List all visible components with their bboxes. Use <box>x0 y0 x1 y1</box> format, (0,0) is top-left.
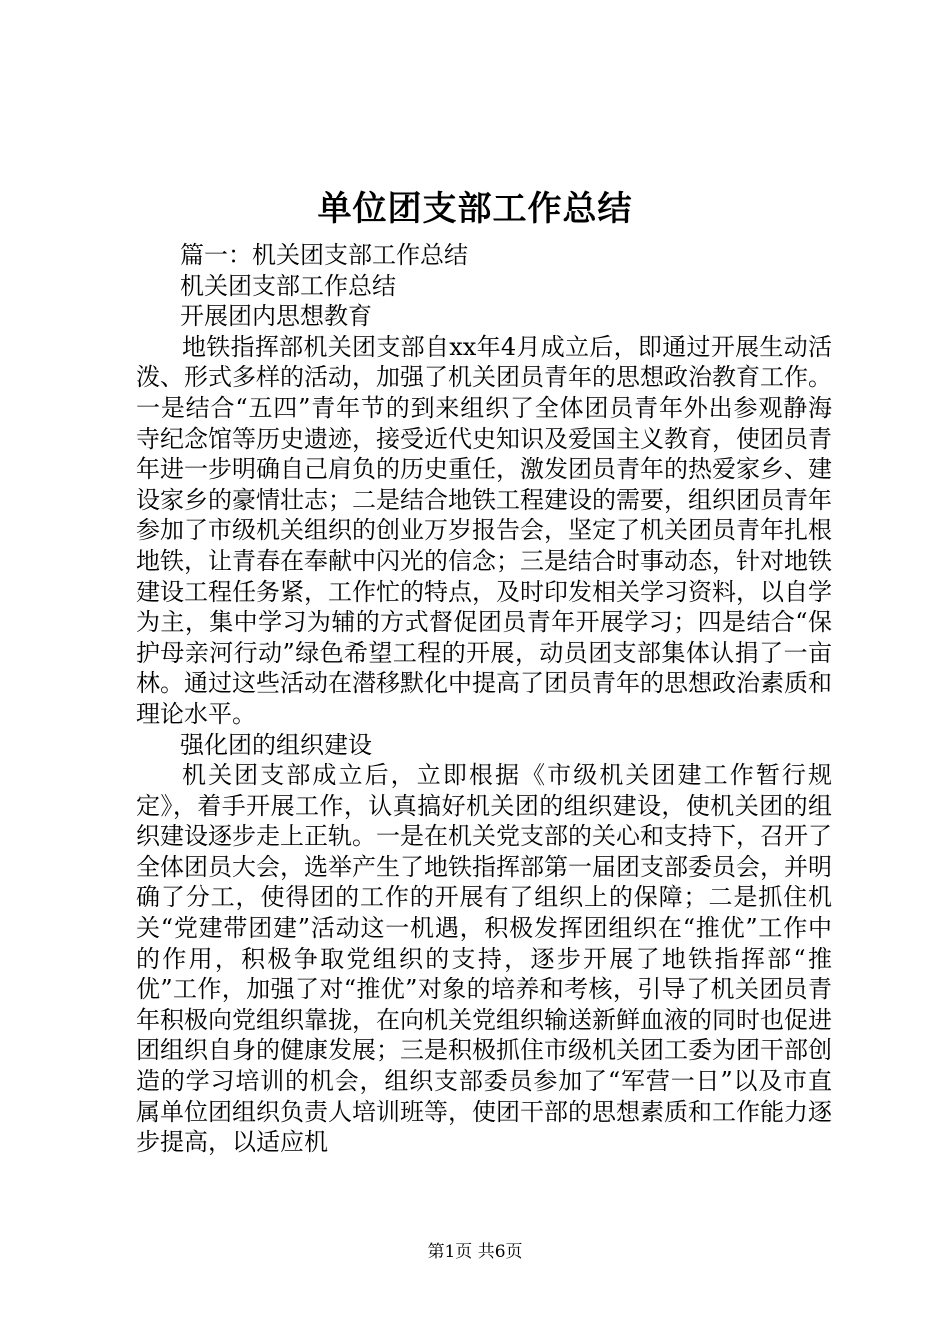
section-heading-3: 开展团内思想教育 <box>180 302 372 331</box>
section-heading-4: 强化团的组织建设 <box>180 730 372 759</box>
document-title: 单位团支部工作总结 <box>317 189 633 229</box>
body-paragraph-2: 机关团支部成立后，立即根据《市级机关团建工作暂行规定》，着手开展工作，认真搞好机关团的组织建设，使机关团的组织建设逐步走上正轨。一是在机关党支部的关心和支持下，召开了全体团员大会，选举产生了地铁指挥部第一届团支部委员会，并明确了分工，使得团的工作的开展有了组织上的保障；二是抓住机关“党建带团建”活动这一机遇，积极发挥团组织在“推优”工作中的作用，积极争取党组织的支持，逐步开展了地铁指挥部“推优”工作，加强了对“推优”对象的培养和考核，引导了机关团员青年积极向党组织靠拢，在向机关党组织输送新鲜血液的同时也促进团组织自身的健康发展；三是积极抓住市级机关团工委为团干部创造的学习培训的机会，组织支部委员参加了“军营一日”以及市直属单位团组织负责人培训班等，使团干部的思想素质和工作能力逐步提高，以适应机 <box>136 761 832 1157</box>
section-heading-1: 篇一：机关团支部工作总结 <box>180 241 468 269</box>
page-footer: 第1页 共6页 <box>427 1242 523 1262</box>
document-body <box>136 240 832 1158</box>
section-heading-2: 机关团支部工作总结 <box>180 271 396 300</box>
body-paragraph-1: 地铁指挥部机关团支部自xx年4月成立后，即通过开展生动活泼、形式多样的活动，加强了机关团员青年的思想政治教育工作。一是结合“五四”青年节的到来组织了全体团员青年外出参观静海寺纪念馆等历史遗迹，接受近代史知识及爱国主义教育，使团员青年进一步明确自己肩负的历史重任，激发团员青年的热爱家乡、建设家乡的豪情壮志；二是结合地铁工程建设的需要，组织团员青年参加了市级机关组织的创业万岁报告会，坚定了机关团员青年扎根地铁，让青春在奉献中闪光的信念；三是结合时事动态，针对地铁建设工程任务紧，工作忙的特点，及时印发相关学习资料，以自学为主，集中学习为辅的方式督促团员青年开展学习；四是结合“保护母亲河行动”绿色希望工程的开展，动员团支部集体认捐了一亩林。通过这些活动在潜移默化中提高了团员青年的思想政治素质和理论水平。 <box>136 332 832 728</box>
